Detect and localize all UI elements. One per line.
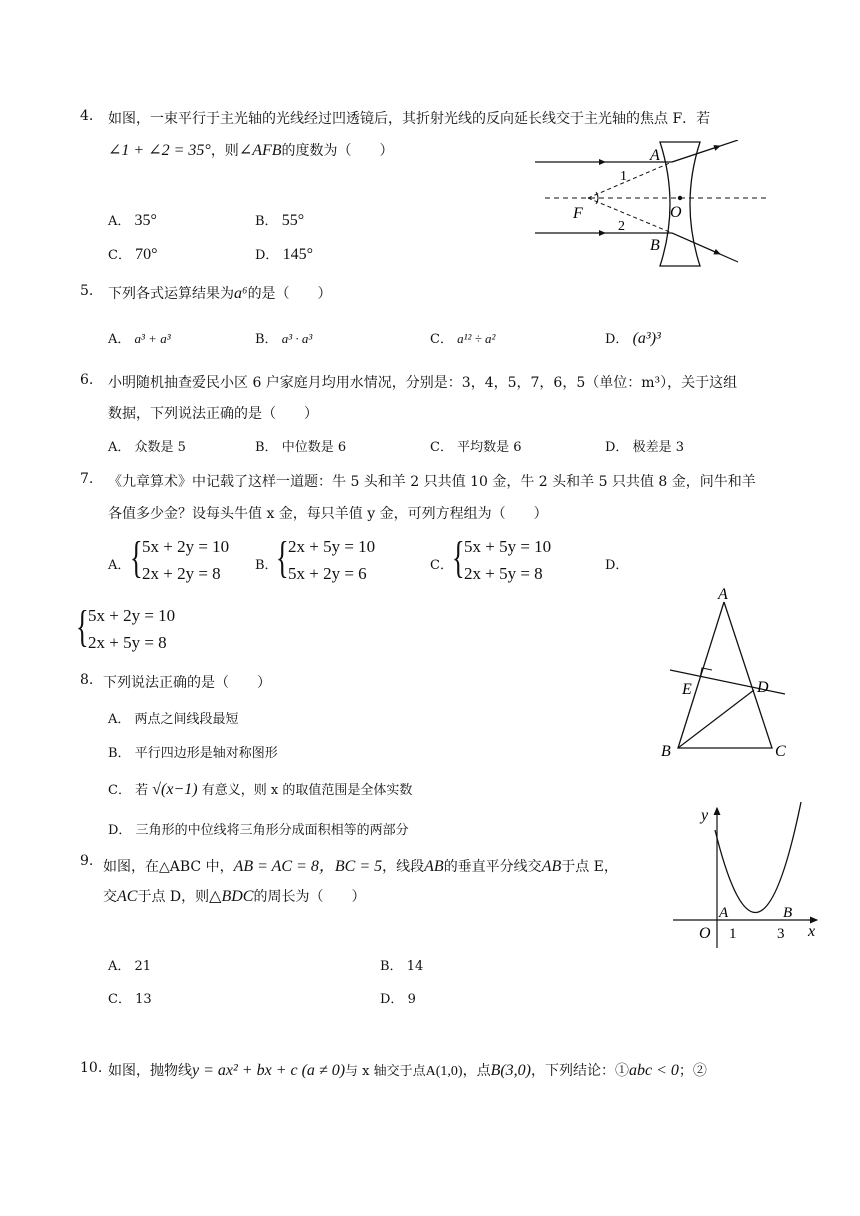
label-angle-2: 2 — [618, 219, 625, 234]
option-d[interactable]: D． (a³)³ — [605, 330, 661, 347]
math-expression: ∠1 + ∠2 = 35° — [108, 142, 211, 159]
option-c[interactable]: C． 13 — [108, 992, 152, 1007]
label-origin: O — [699, 925, 711, 942]
option-b[interactable]: B． 55° — [255, 212, 305, 229]
option-c[interactable]: C． 平均数是 6 — [430, 440, 522, 455]
question-text-line2: 数据，下列说法正确的是（ ） — [108, 406, 318, 422]
parabola-figure — [665, 800, 825, 950]
option-d[interactable]: D． 9 — [380, 992, 416, 1007]
option-c[interactable]: C． a¹² ÷ a² — [430, 331, 496, 347]
question-text: 如图，在△ABC 中，AB = AC = 8，BC = 5，线段AB的垂直平分线交AB于点 E， — [103, 858, 618, 875]
option-b[interactable]: B． 平行四边形是轴对称图形 — [108, 746, 278, 761]
question-text: 如图，抛物线y = ax² + bx + c (a ≠ 0)与 x 轴交于点A(1,0)，点B(3,0)，下列结论：①abc < 0；② — [108, 1062, 707, 1079]
option-b[interactable]: B． 中位数是 6 — [255, 440, 347, 455]
option-b[interactable]: B． 14 — [380, 959, 424, 974]
option-a[interactable]: A． 21 — [108, 959, 152, 974]
question-text-line2: 交AC于点 D，则△BDC的周长为（ ） — [103, 888, 366, 905]
label-y: y — [701, 807, 709, 824]
question-number: 5. — [80, 283, 94, 299]
question-number: 9. — [80, 853, 94, 869]
question-number: 10. — [80, 1060, 103, 1076]
question-text: 下列说法正确的是（ ） — [103, 675, 271, 691]
option-a[interactable]: A． 35° — [108, 212, 157, 229]
question-text: 下列各式运算结果为a⁶的是（ ） — [108, 285, 332, 302]
question-number: 4. — [80, 108, 94, 124]
question-text-line2: ∠1 + ∠2 = 35°，则∠AFB的度数为（ ） — [108, 142, 394, 159]
question-text: 《九章算术》中记载了这样一道题：牛 5 头和羊 2 只共值 10 金，牛 2 头和羊 5 只共值 8 金，问牛和羊 — [108, 474, 756, 490]
label-a: A — [719, 905, 729, 921]
label-x: x — [808, 923, 816, 940]
question-text-line2: 各值多少金？设每头牛值 x 金，每只羊值 y 金，可列方程组为（ ） — [108, 506, 548, 522]
option-a[interactable]: A． 两点之间线段最短 — [108, 712, 239, 727]
option-d[interactable]: D． 极差是 3 — [605, 440, 684, 455]
tick-3: 3 — [777, 926, 785, 942]
question-text: 小明随机抽查爱民小区 6 户家庭月均用水情况，分别是：3，4，5，7，6，5（单位：m³），关于这组 — [108, 375, 738, 391]
label-b: B — [650, 237, 660, 254]
question-number: 7. — [80, 471, 94, 487]
label-d: D — [757, 679, 769, 696]
label-b: B — [783, 905, 793, 921]
tick-1: 1 — [729, 926, 737, 942]
triangle-figure — [660, 586, 800, 761]
label-angle-1: 1 — [620, 169, 627, 184]
question-number: 6. — [80, 372, 94, 388]
question-text: 如图，一束平行于主光轴的光线经过凹透镜后，其折射光线的反向延长线交于主光轴的焦点 F．若 — [108, 111, 711, 127]
angle-expression: ∠AFB — [238, 142, 282, 159]
option-b[interactable]: B． a³ · a³ — [255, 331, 313, 347]
label-e: E — [682, 681, 692, 698]
label-c: C — [775, 743, 786, 760]
label-a: A — [650, 147, 660, 164]
option-d[interactable]: D． 145° — [255, 246, 313, 263]
label-a: A — [718, 586, 728, 603]
option-a[interactable]: A． a³ + a³ — [108, 331, 171, 347]
option-d[interactable]: D． 三角形的中位线将三角形分成面积相等的两部分 — [108, 823, 409, 838]
label-o: O — [670, 204, 682, 221]
sqrt-expression: √(x−1) — [152, 781, 198, 798]
label-f: F — [573, 205, 583, 222]
option-c[interactable]: C． 70° — [108, 246, 158, 263]
option-a[interactable]: A． 众数是 5 — [108, 440, 186, 455]
option-c[interactable]: C． 若 √(x−1) 有意义，则 x 的取值范围是全体实数 — [108, 781, 413, 798]
question-number: 8. — [80, 672, 94, 688]
label-b: B — [661, 743, 671, 760]
lens-figure — [530, 140, 775, 270]
